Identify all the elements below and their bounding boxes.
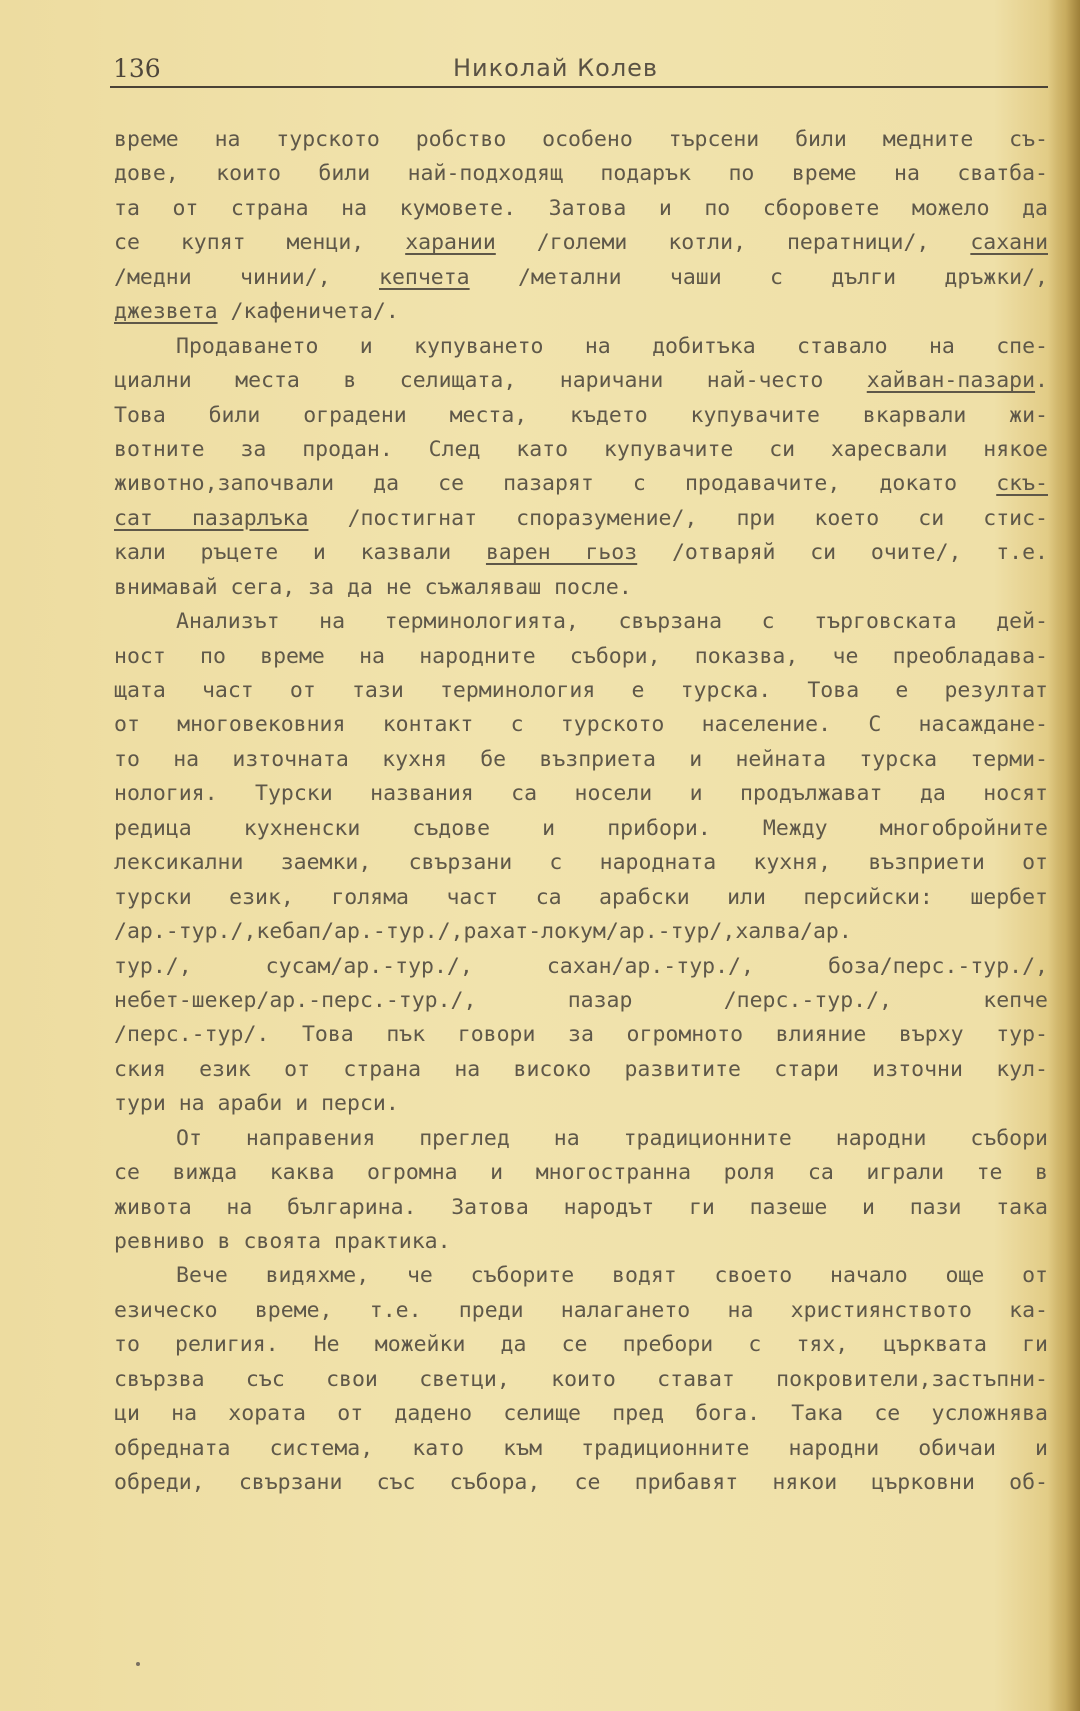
text-segment: /ар.-тур./,кебап/ар.-тур./,рахат-локум/ар.-тур/,халва/ар. <box>114 919 852 945</box>
text-line <box>114 743 1048 777</box>
text-segment: /перс.-тур/. Това пък говори за огромното влияние върху тур- <box>114 1022 1048 1048</box>
text-segment: кали ръцете и казвали <box>114 540 486 566</box>
underlined-term: скъ- <box>996 471 1048 497</box>
text-line <box>114 330 1048 364</box>
text-segment: /метални чаши с дълги дръжки/, <box>469 264 1048 290</box>
text-segment: щата част от тази терминология е турска. Това е резултат <box>114 678 1048 703</box>
text-line <box>114 157 1048 191</box>
text-segment: /големи котли, ператници/, <box>495 230 971 256</box>
text-line <box>114 364 1048 398</box>
text-line <box>114 192 1048 226</box>
text-segment: редица кухненски съдове и прибори. Между многобройните <box>114 815 1048 841</box>
text-line <box>114 846 1048 880</box>
text-segment: се купят менци, <box>114 230 406 256</box>
text-line <box>114 1466 1048 1500</box>
text-segment: Вече видяхме, че съборите водят своето начало още от <box>176 1263 1048 1289</box>
text-segment: от многовековния контакт с турското население. С насаждане- <box>114 712 1048 738</box>
underlined-term: хайван-пазари <box>866 368 1036 394</box>
text-segment: ския език от страна на високо развитите стари източни кул- <box>114 1056 1048 1082</box>
text-line <box>114 467 1048 501</box>
text-line <box>114 881 1048 915</box>
text-line <box>114 536 1048 570</box>
text-line <box>114 502 1048 536</box>
text-segment: небет-шекер/ар.-перс.-тур./, пазар /перс.-тур./, кепче <box>114 987 1048 1013</box>
text-segment: езическо време, т.е. преди налагането на християнството ка- <box>114 1297 1048 1323</box>
text-segment: живота на българина. Затова народът ги пазеше и пази така <box>114 1194 1048 1220</box>
text-segment: лексикални заемки, свързани с народната кухня, възприети от <box>114 850 1048 876</box>
text-segment: ност по време на народните събори, показва, че преобладава- <box>114 643 1048 669</box>
text-line <box>114 674 1048 708</box>
text-segment: ци на хората от дадено селище пред бога. Така се усложнява <box>114 1401 1048 1427</box>
text-segment: та от страна на кумовете. Затова и по сборовете можело да <box>114 195 1048 221</box>
text-segment: Това били оградени места, където купувачите вкарвали жи- <box>114 402 1048 428</box>
page-number: 136 <box>113 54 161 83</box>
text-segment: обредната система, като към традиционните народни обичаи и <box>114 1435 1048 1461</box>
text-segment: От направения преглед на традиционните народни събори <box>176 1125 1048 1151</box>
paper-speck <box>136 1662 140 1666</box>
text-line <box>114 1122 1048 1156</box>
text-segment: свързва със свои светци, които стават покровители,застъпни- <box>114 1366 1048 1392</box>
underlined-term: варен гьоз <box>485 540 638 566</box>
text-segment: нология. Турски названия са носели и продължават да носят <box>114 781 1048 807</box>
text-segment: тури на араби и перси. <box>114 1091 399 1117</box>
text-line <box>114 295 1048 329</box>
underlined-term: кепчета <box>379 264 470 290</box>
body-text <box>114 123 1048 1501</box>
text-line <box>114 777 1048 811</box>
text-segment: /кафеничета/. <box>217 299 399 325</box>
text-line <box>114 1087 1048 1121</box>
text-segment: циални места в селищата, наричани най-често <box>114 368 867 394</box>
text-line <box>114 1191 1048 1225</box>
text-line <box>114 399 1048 433</box>
text-segment: се вижда каква огромна и многостранна роля са играли те в <box>114 1160 1048 1186</box>
text-line <box>114 605 1048 639</box>
text-line <box>114 1432 1048 1466</box>
text-line <box>114 571 1048 605</box>
text-line <box>114 433 1048 467</box>
text-segment: Анализът на терминологията, свързана с търговската дей- <box>176 609 1048 635</box>
text-segment: /отваряй си очите/, т.е. <box>637 540 1048 566</box>
text-line <box>114 1053 1048 1087</box>
text-line <box>114 812 1048 846</box>
text-segment: /медни чинии/, <box>114 264 380 290</box>
text-line <box>114 1018 1048 1052</box>
text-segment: . <box>1035 368 1048 394</box>
underlined-term: сахани <box>970 230 1048 256</box>
text-segment: животно,започвали да се пазарят с продавачите, докато <box>114 471 997 497</box>
running-head-author: Николай Колев <box>453 54 659 82</box>
text-segment: то религия. Не можейки да се пребори с тях, църквата ги <box>114 1332 1048 1358</box>
underlined-term: джезвета <box>114 299 218 325</box>
underlined-term: харании <box>405 230 496 256</box>
text-segment: ревниво в своята практика. <box>114 1229 451 1254</box>
text-line <box>114 1156 1048 1190</box>
text-segment: /постигнат споразумение/, при което си стис- <box>308 505 1048 531</box>
text-line <box>114 1294 1048 1328</box>
text-line <box>114 1259 1048 1293</box>
text-line <box>114 123 1048 157</box>
page-edge-shadow <box>1048 0 1080 1711</box>
text-line <box>114 640 1048 674</box>
page-header <box>110 52 1048 88</box>
text-segment: дове, които били най-подходящ подарък по време на сватба- <box>114 161 1048 187</box>
text-line <box>114 708 1048 742</box>
text-segment: тур./, сусам/ар.-тур./, сахан/ар.-тур./, боза/перс.-тур./, <box>114 953 1048 979</box>
text-line <box>114 915 1048 949</box>
text-line <box>114 950 1048 984</box>
text-line <box>114 226 1048 260</box>
text-segment: Продаването и купуването на добитъка ставало на спе- <box>176 333 1048 359</box>
text-line <box>114 1397 1048 1431</box>
text-line <box>114 261 1048 295</box>
text-segment: обреди, свързани със събора, се прибавят някои църковни об- <box>114 1470 1048 1496</box>
text-segment: то на източната кухня бе възприета и нейната турска терми- <box>114 746 1048 772</box>
text-segment: време на турското робство особено търсени били медните съ- <box>114 127 1048 152</box>
text-segment: турски език, голяма част са арабски или персийски: шербет <box>114 884 1048 910</box>
text-line <box>114 1363 1048 1397</box>
underlined-term: сат пазарлъка <box>114 505 309 531</box>
text-line <box>114 1225 1048 1259</box>
text-line <box>114 1328 1048 1362</box>
text-segment: внимавай сега, за да не съжаляваш после. <box>114 574 632 600</box>
text-line <box>114 984 1048 1018</box>
text-segment: вотните за продан. След като купувачите си харесвали някое <box>114 436 1048 462</box>
